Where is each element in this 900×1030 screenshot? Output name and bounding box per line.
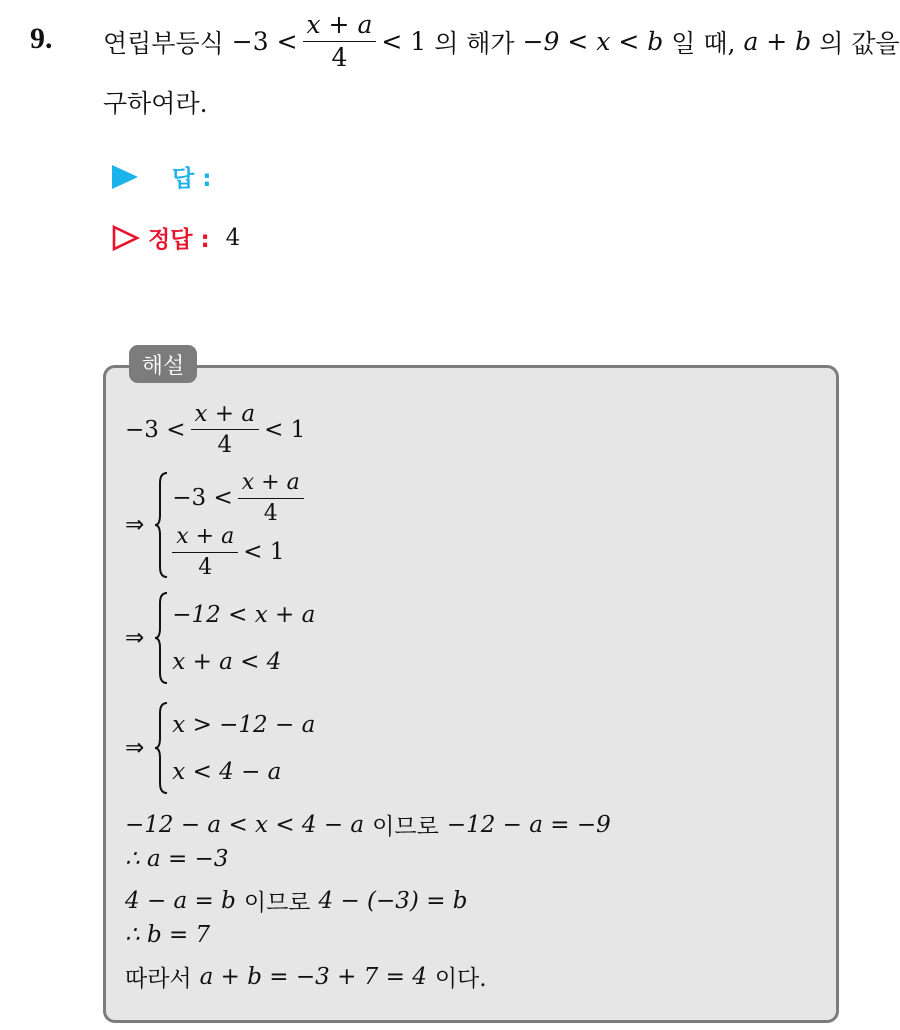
outline-triangle-icon bbox=[112, 225, 140, 251]
solution-line-7 bbox=[125, 884, 468, 917]
left-brace-icon bbox=[154, 701, 168, 795]
solution-box bbox=[103, 365, 839, 1023]
sol-l1-fraction bbox=[191, 402, 260, 457]
sol-l9-word: 따라서 bbox=[125, 966, 192, 992]
left-brace-icon bbox=[154, 591, 168, 685]
s1a-numerator: x + a bbox=[238, 471, 304, 498]
sol-l5-expr: −12 − a < x < 4 − a bbox=[125, 811, 365, 838]
play-triangle-icon bbox=[112, 165, 138, 189]
sol-l9-end: 이다. bbox=[434, 966, 487, 992]
sol-l9-expr: a + b = −3 + 7 = 4 bbox=[199, 963, 427, 990]
correct-answer-value: 4 bbox=[225, 224, 241, 251]
s1b-numerator: x + a bbox=[172, 525, 238, 552]
implies-arrow: ⇒ bbox=[125, 625, 145, 651]
solution-system-2 bbox=[125, 590, 315, 686]
system-2-stack bbox=[172, 591, 315, 685]
answer-label: 답 : bbox=[172, 166, 212, 192]
implies-arrow: ⇒ bbox=[125, 512, 145, 538]
s1b-denominator: 4 bbox=[198, 554, 213, 580]
sol-l5-word: 이므로 bbox=[372, 814, 439, 840]
implies-arrow: ⇒ bbox=[125, 735, 145, 761]
question-expr-1-left: −3 < bbox=[231, 27, 298, 57]
question-text-1: 연립부등식 bbox=[103, 28, 224, 58]
solution-system-3 bbox=[125, 700, 315, 796]
system-2-row-b: x + a < 4 bbox=[172, 648, 282, 675]
solution-tab: 해설 bbox=[129, 345, 197, 383]
sol-l5-expr2: −12 − a = −9 bbox=[446, 811, 611, 838]
system-3-row-b: x < 4 − a bbox=[172, 758, 282, 785]
solution-line-9 bbox=[125, 960, 487, 993]
question-line-1 bbox=[103, 12, 900, 72]
s1a-denominator: 4 bbox=[263, 500, 278, 526]
question-number: 9. bbox=[30, 22, 53, 55]
question-expr-2: −9 < x < b bbox=[522, 27, 664, 57]
sol-l1-right: < 1 bbox=[264, 416, 306, 443]
system-1-stack bbox=[172, 471, 308, 579]
system-3-row-a: x > −12 − a bbox=[172, 711, 316, 738]
question-line-2: 구하여라. bbox=[103, 89, 208, 118]
s1a-left: −3 < bbox=[172, 485, 233, 511]
question-text-4: 의 값을 bbox=[819, 28, 900, 58]
system-1-row-b bbox=[172, 525, 308, 578]
left-brace-icon bbox=[154, 471, 168, 579]
sol-l7-word: 이므로 bbox=[243, 890, 311, 916]
fraction-denominator: 4 bbox=[331, 43, 348, 73]
answer-row bbox=[112, 160, 211, 193]
sol-l7-expr: 4 − a = b bbox=[125, 887, 236, 914]
system-1-row-a bbox=[172, 471, 308, 524]
sol-l1-denominator: 4 bbox=[217, 432, 233, 459]
s1a-fraction bbox=[238, 471, 304, 524]
sol-l1-left: −3 < bbox=[125, 416, 186, 443]
solution-line-6: ∴ a = −3 bbox=[125, 846, 229, 872]
question-fraction bbox=[303, 12, 377, 72]
fraction-numerator: x + a bbox=[303, 12, 377, 42]
system-3-stack bbox=[172, 701, 315, 795]
solution-line-1 bbox=[125, 402, 305, 457]
question-text-3: 일 때, bbox=[671, 28, 736, 58]
sol-l7-expr2: 4 − (−3) = b bbox=[318, 887, 468, 914]
system-2-row-a: −12 < x + a bbox=[172, 601, 316, 628]
solution-line-5 bbox=[125, 808, 611, 841]
correct-answer-row bbox=[112, 221, 240, 254]
s1b-right: < 1 bbox=[243, 539, 285, 565]
sol-l1-numerator: x + a bbox=[191, 402, 260, 430]
question-text-2: 의 해가 bbox=[434, 28, 515, 58]
correct-answer-label: 정답 : bbox=[148, 227, 210, 253]
question-expr-3: a + b bbox=[743, 27, 812, 57]
s1b-fraction bbox=[172, 525, 238, 578]
solution-system-1 bbox=[125, 470, 309, 580]
solution-line-8: ∴ b = 7 bbox=[125, 922, 211, 948]
question-expr-1-right: < 1 bbox=[381, 27, 427, 57]
